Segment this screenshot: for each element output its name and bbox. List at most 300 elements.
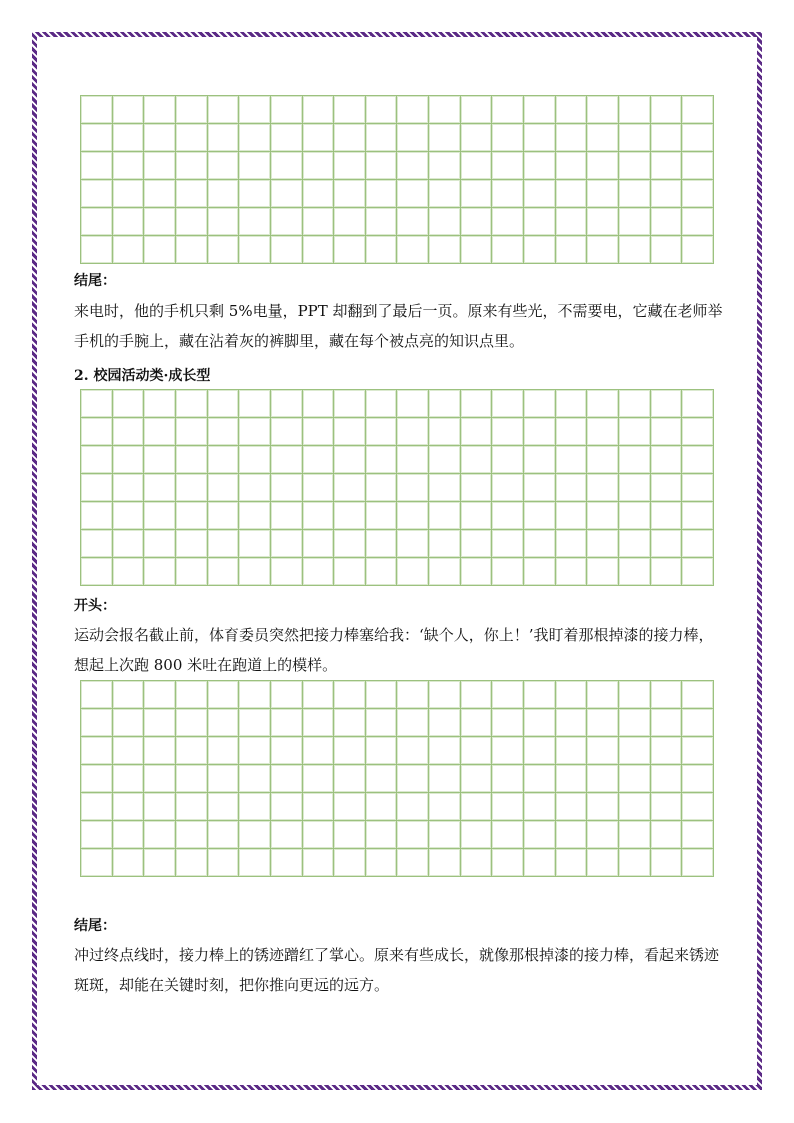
grid-cell: [682, 849, 714, 877]
grid-cell: [208, 821, 240, 849]
grid-cell: [144, 418, 176, 446]
grid-cell: [651, 737, 683, 765]
grid-cell: [397, 558, 429, 586]
s2-opening-label: 开头：: [74, 598, 116, 614]
grid-cell: [524, 96, 556, 124]
grid-cell: [682, 530, 714, 558]
grid-cell: [524, 180, 556, 208]
grid-cell: [682, 96, 714, 124]
grid-cell: [334, 124, 366, 152]
grid-cell: [113, 681, 145, 709]
grid-cell: [587, 124, 619, 152]
grid-cell: [334, 390, 366, 418]
grid-cell: [492, 765, 524, 793]
grid-cell: [144, 681, 176, 709]
grid-cell: [587, 849, 619, 877]
grid-cell: [239, 236, 271, 264]
grid-cell: [334, 793, 366, 821]
grid-cell: [587, 502, 619, 530]
grid-cell: [334, 236, 366, 264]
grid-cell: [239, 474, 271, 502]
grid-cell: [208, 502, 240, 530]
grid-cell: [587, 765, 619, 793]
grid-cell: [208, 849, 240, 877]
grid-cell: [303, 236, 335, 264]
grid-cell: [682, 709, 714, 737]
writing-grid-2: [80, 389, 714, 586]
grid-cell: [81, 124, 113, 152]
grid-cell: [524, 502, 556, 530]
grid-cell: [208, 390, 240, 418]
grid-cell: [334, 558, 366, 586]
grid-cell: [81, 849, 113, 877]
grid-cell: [144, 390, 176, 418]
grid-cell: [334, 737, 366, 765]
grid-cell: [239, 418, 271, 446]
grid-cell: [239, 180, 271, 208]
grid-cell: [176, 180, 208, 208]
grid-cell: [366, 208, 398, 236]
grid-cell: [144, 180, 176, 208]
grid-cell: [461, 446, 493, 474]
grid-cell: [144, 737, 176, 765]
grid-cell: [556, 180, 588, 208]
grid-cell: [239, 821, 271, 849]
grid-cell: [492, 418, 524, 446]
grid-cell: [366, 446, 398, 474]
grid-cell: [303, 793, 335, 821]
grid-cell: [144, 152, 176, 180]
grid-cell: [651, 124, 683, 152]
grid-cell: [556, 681, 588, 709]
grid-cell: [239, 502, 271, 530]
grid-cell: [397, 502, 429, 530]
grid-cell: [651, 849, 683, 877]
grid-cell: [587, 558, 619, 586]
grid-cell: [556, 152, 588, 180]
grid-cell: [81, 96, 113, 124]
grid-cell: [651, 765, 683, 793]
grid-cell: [81, 558, 113, 586]
grid-cell: [492, 793, 524, 821]
grid-cell: [524, 558, 556, 586]
grid-cell: [619, 208, 651, 236]
grid-cell: [144, 446, 176, 474]
grid-cell: [682, 765, 714, 793]
grid-cell: [144, 236, 176, 264]
grid-cell: [208, 793, 240, 821]
grid-cell: [429, 446, 461, 474]
grid-cell: [239, 152, 271, 180]
grid-cell: [524, 765, 556, 793]
grid-cell: [239, 124, 271, 152]
grid-cell: [429, 765, 461, 793]
grid-cell: [271, 821, 303, 849]
grid-cell: [492, 96, 524, 124]
grid-cell: [619, 390, 651, 418]
grid-cell: [271, 737, 303, 765]
grid-cell: [461, 418, 493, 446]
grid-cell: [271, 474, 303, 502]
grid-cell: [587, 390, 619, 418]
grid-cell: [619, 96, 651, 124]
grid-cell: [176, 502, 208, 530]
grid-cell: [144, 821, 176, 849]
grid-cell: [366, 180, 398, 208]
grid-cell: [619, 709, 651, 737]
grid-cell: [682, 124, 714, 152]
grid-cell: [334, 474, 366, 502]
grid-cell: [397, 418, 429, 446]
grid-cell: [461, 96, 493, 124]
grid-cell: [682, 474, 714, 502]
grid-cell: [397, 737, 429, 765]
grid-cell: [144, 474, 176, 502]
grid-cell: [429, 530, 461, 558]
grid-cell: [239, 709, 271, 737]
grid-cell: [461, 530, 493, 558]
s2-ending-text: 冲过终点线时，接力棒上的锈迹蹭红了掌心。原来有些成长，就像那根掉漆的接力棒，看起来锈迹斑斑，却能在关键时刻，把你推向更远的远方。: [74, 946, 720, 994]
grid-cell: [334, 418, 366, 446]
grid-cell: [366, 849, 398, 877]
grid-cell: [524, 236, 556, 264]
grid-cell: [556, 208, 588, 236]
grid-cell: [651, 474, 683, 502]
grid-cell: [492, 821, 524, 849]
grid-cell: [81, 765, 113, 793]
grid-cell: [144, 765, 176, 793]
grid-cell: [176, 558, 208, 586]
grid-cell: [556, 236, 588, 264]
grid-cell: [619, 502, 651, 530]
grid-cell: [334, 152, 366, 180]
grid-cell: [144, 208, 176, 236]
grid-cell: [303, 530, 335, 558]
grid-cell: [682, 180, 714, 208]
grid-cell: [113, 821, 145, 849]
grid-cell: [524, 474, 556, 502]
grid-cell: [303, 208, 335, 236]
grid-cell: [176, 474, 208, 502]
grid-cell: [113, 446, 145, 474]
grid-cell: [651, 821, 683, 849]
grid-cell: [239, 681, 271, 709]
grid-cell: [239, 446, 271, 474]
grid-cell: [429, 208, 461, 236]
grid-cell: [271, 180, 303, 208]
grid-cell: [176, 737, 208, 765]
grid-cell: [208, 558, 240, 586]
grid-cell: [366, 390, 398, 418]
grid-cell: [113, 474, 145, 502]
s2-opening-text: 运动会报名截止前，体育委员突然把接力棒塞给我：‘缺个人，你上！’我盯着那根掉漆的接力棒，想起上次跑 800 米吐在跑道上的模样。: [74, 626, 714, 674]
grid-cell: [492, 390, 524, 418]
grid-cell: [303, 446, 335, 474]
grid-cell: [113, 709, 145, 737]
grid-cell: [334, 180, 366, 208]
grid-cell: [429, 180, 461, 208]
grid-cell: [113, 152, 145, 180]
grid-cell: [587, 180, 619, 208]
grid-cell: [303, 96, 335, 124]
grid-cell: [271, 96, 303, 124]
grid-cell: [366, 418, 398, 446]
grid-cell: [334, 446, 366, 474]
grid-cell: [397, 530, 429, 558]
grid-cell: [461, 236, 493, 264]
grid-cell: [556, 821, 588, 849]
grid-cell: [524, 208, 556, 236]
grid-cell: [366, 530, 398, 558]
grid-cell: [429, 709, 461, 737]
grid-cell: [271, 558, 303, 586]
grid-cell: [556, 418, 588, 446]
grid-cell: [651, 236, 683, 264]
grid-cell: [81, 390, 113, 418]
grid-cell: [397, 474, 429, 502]
grid-cell: [366, 124, 398, 152]
grid-cell: [651, 793, 683, 821]
grid-cell: [239, 793, 271, 821]
grid-cell: [208, 418, 240, 446]
grid-cell: [113, 180, 145, 208]
grid-cell: [429, 474, 461, 502]
grid-cell: [271, 793, 303, 821]
grid-cell: [366, 152, 398, 180]
grid-cell: [334, 208, 366, 236]
grid-cell: [397, 124, 429, 152]
grid-cell: [492, 236, 524, 264]
grid-cell: [113, 530, 145, 558]
grid-cell: [556, 124, 588, 152]
grid-cell: [303, 418, 335, 446]
grid-cell: [366, 793, 398, 821]
grid-cell: [239, 96, 271, 124]
grid-cell: [81, 180, 113, 208]
grid-cell: [397, 446, 429, 474]
grid-cell: [651, 96, 683, 124]
grid-cell: [81, 793, 113, 821]
grid-cell: [113, 124, 145, 152]
grid-cell: [208, 474, 240, 502]
grid-cell: [587, 236, 619, 264]
grid-cell: [397, 390, 429, 418]
grid-cell: [144, 502, 176, 530]
grid-cell: [366, 96, 398, 124]
grid-cell: [366, 737, 398, 765]
grid-cell: [144, 793, 176, 821]
grid-cell: [144, 96, 176, 124]
grid-cell: [271, 681, 303, 709]
grid-cell: [303, 474, 335, 502]
grid-cell: [366, 502, 398, 530]
s2-ending-label: 结尾：: [74, 918, 116, 934]
grid-cell: [271, 709, 303, 737]
grid-cell: [682, 208, 714, 236]
grid-cell: [587, 821, 619, 849]
grid-cell: [492, 737, 524, 765]
grid-cell: [682, 502, 714, 530]
grid-cell: [113, 208, 145, 236]
grid-cell: [81, 236, 113, 264]
grid-cell: [619, 737, 651, 765]
grid-cell: [81, 681, 113, 709]
grid-cell: [429, 821, 461, 849]
grid-cell: [651, 152, 683, 180]
grid-cell: [587, 446, 619, 474]
grid-cell: [461, 709, 493, 737]
grid-cell: [429, 96, 461, 124]
grid-cell: [397, 793, 429, 821]
grid-cell: [619, 765, 651, 793]
grid-cell: [113, 96, 145, 124]
grid-cell: [682, 793, 714, 821]
grid-cell: [303, 709, 335, 737]
grid-cell: [651, 446, 683, 474]
grid-cell: [556, 474, 588, 502]
grid-cell: [303, 152, 335, 180]
grid-cell: [682, 821, 714, 849]
grid-cell: [366, 709, 398, 737]
grid-cell: [492, 558, 524, 586]
grid-cell: [682, 152, 714, 180]
grid-cell: [587, 709, 619, 737]
grid-cell: [81, 446, 113, 474]
grid-cell: [239, 765, 271, 793]
grid-cell: [492, 681, 524, 709]
grid-cell: [208, 96, 240, 124]
grid-cell: [556, 765, 588, 793]
grid-cell: [113, 390, 145, 418]
grid-cell: [397, 765, 429, 793]
grid-cell: [271, 765, 303, 793]
grid-cell: [429, 124, 461, 152]
grid-cell: [144, 124, 176, 152]
grid-cell: [144, 849, 176, 877]
grid-cell: [239, 849, 271, 877]
grid-cell: [461, 180, 493, 208]
grid-cell: [461, 474, 493, 502]
grid-cell: [176, 849, 208, 877]
grid-cell: [176, 530, 208, 558]
grid-cell: [397, 821, 429, 849]
grid-cell: [303, 821, 335, 849]
grid-cell: [366, 681, 398, 709]
grid-cell: [303, 849, 335, 877]
grid-cell: [397, 849, 429, 877]
grid-cell: [208, 737, 240, 765]
grid-cell: [397, 681, 429, 709]
grid-cell: [619, 793, 651, 821]
grid-cell: [587, 418, 619, 446]
grid-cell: [81, 208, 113, 236]
grid-cell: [619, 124, 651, 152]
grid-cell: [619, 446, 651, 474]
grid-cell: [492, 849, 524, 877]
grid-cell: [619, 418, 651, 446]
grid-cell: [587, 530, 619, 558]
grid-cell: [113, 236, 145, 264]
grid-cell: [492, 124, 524, 152]
grid-cell: [587, 681, 619, 709]
writing-grid-1: [80, 95, 714, 264]
grid-cell: [524, 793, 556, 821]
grid-cell: [651, 390, 683, 418]
grid-cell: [176, 152, 208, 180]
grid-cell: [113, 558, 145, 586]
grid-cell: [492, 152, 524, 180]
grid-cell: [619, 681, 651, 709]
grid-cell: [81, 418, 113, 446]
grid-cell: [524, 124, 556, 152]
grid-cell: [682, 390, 714, 418]
grid-cell: [176, 418, 208, 446]
grid-cell: [587, 737, 619, 765]
grid-cell: [334, 821, 366, 849]
grid-cell: [208, 681, 240, 709]
grid-cell: [81, 821, 113, 849]
grid-cell: [429, 390, 461, 418]
s2-heading: 2. 校园活动类·成长型: [74, 368, 211, 384]
grid-cell: [144, 709, 176, 737]
grid-cell: [208, 709, 240, 737]
grid-cell: [303, 737, 335, 765]
grid-cell: [682, 737, 714, 765]
grid-cell: [651, 709, 683, 737]
grid-cell: [556, 793, 588, 821]
grid-cell: [303, 390, 335, 418]
grid-cell: [208, 446, 240, 474]
grid-cell: [461, 390, 493, 418]
grid-cell: [81, 709, 113, 737]
grid-cell: [619, 152, 651, 180]
grid-cell: [334, 765, 366, 793]
grid-cell: [524, 709, 556, 737]
grid-cell: [271, 530, 303, 558]
grid-cell: [176, 821, 208, 849]
grid-cell: [587, 152, 619, 180]
grid-cell: [81, 530, 113, 558]
grid-cell: [176, 390, 208, 418]
grid-cell: [239, 390, 271, 418]
grid-cell: [651, 681, 683, 709]
grid-cell: [113, 418, 145, 446]
grid-cell: [429, 502, 461, 530]
grid-cell: [492, 474, 524, 502]
grid-cell: [334, 681, 366, 709]
grid-cell: [524, 681, 556, 709]
grid-cell: [429, 152, 461, 180]
grid-cell: [334, 849, 366, 877]
grid-cell: [556, 709, 588, 737]
grid-cell: [556, 530, 588, 558]
grid-cell: [271, 208, 303, 236]
grid-cell: [524, 530, 556, 558]
grid-cell: [429, 793, 461, 821]
grid-cell: [524, 737, 556, 765]
grid-cell: [366, 765, 398, 793]
grid-cell: [461, 152, 493, 180]
grid-cell: [334, 709, 366, 737]
grid-cell: [176, 793, 208, 821]
grid-cell: [397, 236, 429, 264]
grid-cell: [113, 765, 145, 793]
grid-cell: [619, 180, 651, 208]
grid-cell: [429, 418, 461, 446]
grid-cell: [176, 765, 208, 793]
grid-cell: [81, 502, 113, 530]
grid-cell: [271, 390, 303, 418]
